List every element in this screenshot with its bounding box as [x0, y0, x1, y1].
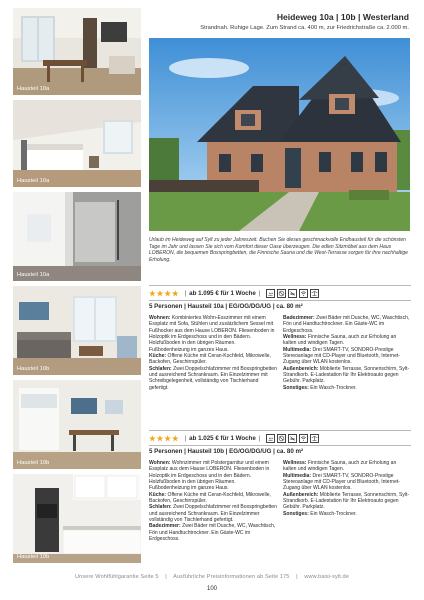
- photo-living-room-10a: [13, 8, 141, 95]
- unit-summary: 5 Personen | Hausteil 10b | EG/OG/DG/UG | ca. 80 m²: [149, 448, 304, 455]
- detail-label: Schlafen:: [149, 365, 172, 372]
- detail-text: Möblierte Terrasse, Sonnenschirm, Sylt-Strandkorb. E-Ladestation für Ihr Elektroauto gegen Gebühr. Parkplatz.: [283, 365, 410, 385]
- star-icon: ★: [149, 433, 156, 443]
- photo-kitchen-10b: [13, 474, 141, 563]
- house-exterior-photo: [149, 38, 410, 231]
- separator: |: [296, 574, 298, 580]
- detail-label: Multimedia:: [283, 346, 312, 353]
- photo-caption: Hausteil 10b: [17, 366, 50, 372]
- detail-label: Badezimmer:: [283, 315, 315, 321]
- detail-text: Finnische Sauna, auch zur Erholung an kalten und windigen Tagen.: [283, 334, 397, 347]
- detail-text: Finnische Sauna, auch zur Erholung an kalten und windigen Tagen.: [283, 460, 397, 473]
- star-icon: ★: [171, 288, 179, 298]
- photo-caption: Hausteil 10b: [17, 460, 50, 466]
- no-smoking-icon: [288, 434, 297, 443]
- price-row-unit-a: [149, 287, 411, 299]
- detail-text: Ein Wasch-Trockner.: [310, 384, 357, 391]
- amenity-icons: [266, 434, 319, 443]
- detail-text: Zwei Bäder mit Dusche, WC, Waschtisch, Fön und Handtuchtrockner. Ein Gäste-WC im Erdgeschoss.: [149, 523, 276, 543]
- footer-website-link[interactable]: www.baisi-sylt.de: [304, 574, 349, 580]
- detail-label: Wohnen:: [149, 460, 171, 466]
- detail-label: Außenbereich:: [283, 365, 319, 372]
- star-rating: [149, 435, 179, 442]
- separator: |: [165, 574, 167, 580]
- divider: [149, 430, 411, 431]
- divider: [149, 285, 411, 286]
- detail-label: Außenbereich:: [283, 491, 319, 498]
- unit-b-right-column: [283, 460, 411, 542]
- star-icon: ★: [171, 433, 179, 443]
- detail-text: Zwei Doppelschlafzimmer mit Boxspringbetten und ausreichend Schrankraum. Ein Einzelzimmer vollständig von Tischlerhand gefertigt.: [149, 504, 277, 524]
- terrace-icon: [310, 434, 319, 443]
- photo-caption: Hausteil 10b: [17, 554, 50, 560]
- detail-text: Zwei Bäder mit Dusche, WC, Waschtisch, Fön und Handtuchtrockner. Ein Gäste-WC im Erdgeschoss.: [283, 315, 410, 334]
- detail-text: Ein Wasch-Trockner.: [310, 510, 357, 517]
- terrace-icon: [310, 289, 319, 298]
- detail-text: Offene Küche mit Ceran-Kochfeld, Mikrowelle, Backofen, Geschirrspüler.: [149, 491, 271, 505]
- page-footer: [0, 574, 424, 580]
- separator: |: [184, 434, 187, 442]
- amenity-icons: [266, 289, 319, 298]
- separator: |: [258, 289, 261, 297]
- divider: [149, 445, 411, 446]
- star-icon: ★: [164, 288, 171, 298]
- divider: [149, 300, 411, 301]
- unit-b-details: [149, 460, 411, 542]
- sauna-icon: [266, 289, 275, 298]
- photo-bedroom-10a: [13, 100, 141, 187]
- photo-living-room-10b: [13, 286, 141, 375]
- no-smoking-icon: [288, 289, 297, 298]
- sauna-icon: [266, 434, 275, 443]
- detail-label: Küche:: [149, 491, 167, 498]
- wifi-icon: [299, 434, 308, 443]
- unit-b-left-column: [149, 460, 277, 542]
- detail-text: Wohnzimmer mit Polstergarnitur und einem Essplatz aus dem Hause LOBERON. Fliesenboden in Holzoptik im Erdgeschoss und in den Bädern. Holzfußboden in den übrigen Räumen. Fußbodenheizung im ganzes Haus.: [149, 460, 270, 492]
- detail-label: Badezimmer:: [149, 523, 181, 530]
- detail-label: Sonstiges:: [283, 510, 309, 517]
- star-icon: ★: [164, 433, 171, 443]
- unit-a-left-column: [149, 315, 277, 391]
- photo-caption: Hausteil 10a: [17, 178, 50, 184]
- unit-a-details: [149, 315, 411, 391]
- detail-text: Drei SMART-TV, SONORO-Prestige Stereoanlage mit CD-Player und Bluetooth, Internet-Zugang über WLAN kostenlos.: [283, 346, 400, 366]
- detail-text: Drei SMART-TV, SONORO-Prestige Stereoanlage mit CD-Player und Bluetooth, Internet-Zugang über WLAN kostenlos.: [283, 472, 400, 492]
- detail-label: Wellness:: [283, 334, 307, 341]
- page-title: Heideweg 10a | 10b | Westerland: [276, 12, 409, 22]
- detail-text: Zwei Doppelschlafzimmer mit Boxspringbetten und ausreichend Schrankraum. Ein Einzelzimmer mit Schreibgelegenheit, vollständig von Tischlerhand gefertigt.: [149, 365, 277, 391]
- footer-guarantee-link[interactable]: Unsere Wohlfühlgarantie Seite 5: [75, 574, 159, 580]
- photo-dining-10b: [13, 380, 141, 469]
- unit-a-right-column: [283, 315, 411, 391]
- detail-text: Kombiniertes Wohn-Esszimmer mit einem Essplatz mit Sofa, Stühlen und zusätzlichem Sessel mit Fußhocker aus dem Hause LOBERON. Fliesenboden in Holzoptik im Erdgeschoss und in den Bädern. Holzfußboden in den übrigen Räumen. Fußbodenheizung im ganzes Haus.: [149, 315, 275, 353]
- detail-text: Möblierte Terrasse, Sonnenschirm, Sylt-Strandkorb. E-Ladestation für Ihr Elektroauto gegen Gebühr. Parkplatz.: [283, 491, 410, 511]
- no-pets-icon: [277, 289, 286, 298]
- detail-text: Offene Küche mit Ceran-Kochfeld, Mikrowelle, Backofen, Geschirrspüler.: [149, 353, 271, 366]
- detail-label: Schlafen:: [149, 504, 172, 511]
- unit-summary: 5 Personen | Hausteil 10a | EG/OG/DG/UG | ca. 80 m²: [149, 303, 303, 310]
- detail-label: Wohnen:: [149, 315, 171, 321]
- photo-caption: Hausteil 10a: [17, 86, 50, 92]
- photo-caption: Hausteil 10a: [17, 272, 50, 278]
- detail-label: Wellness:: [283, 460, 307, 466]
- star-rating: [149, 290, 179, 297]
- wifi-icon: [299, 289, 308, 298]
- price-text: ab 1.095 € für 1 Woche: [189, 289, 256, 297]
- detail-label: Küche:: [149, 353, 167, 360]
- footer-price-info-link[interactable]: Ausführliche Preisinformationen ab Seite 175: [173, 574, 290, 580]
- detail-label: Sonstiges:: [283, 384, 309, 391]
- star-icon: ★: [156, 433, 164, 443]
- page-number: 100: [206, 586, 217, 592]
- star-icon: ★: [156, 288, 164, 298]
- no-pets-icon: [277, 434, 286, 443]
- star-icon: ★: [149, 288, 156, 298]
- separator: |: [184, 289, 187, 297]
- photo-bathroom-10a: [13, 192, 141, 281]
- intro-text: Urlaub im Heideweg auf Sylt zu jeder Jahreszeit. Buchen Sie dieses geschmackvolle Endhausteil für die schönsten Tage im Jahr und lassen Sie sich vom Komfort dieser Oase überzeugen. Die edlen Sitzmöbel aus dem Haus LOBERON, die bequemen Boxspringbetten, die Finnische Sauna und die West-Terrasse sorgen für ihre nachhaltige Erholung.: [149, 237, 408, 264]
- separator: |: [258, 434, 261, 442]
- page-subtitle: Strandnah. Ruhige Lage. Zum Strand ca. 400 m, zur Friedrichstraße ca. 2.000 m.: [200, 25, 409, 31]
- detail-label: Multimedia:: [283, 472, 312, 479]
- price-text: ab 1.025 € für 1 Woche: [189, 434, 256, 442]
- price-row-unit-b: [149, 432, 411, 444]
